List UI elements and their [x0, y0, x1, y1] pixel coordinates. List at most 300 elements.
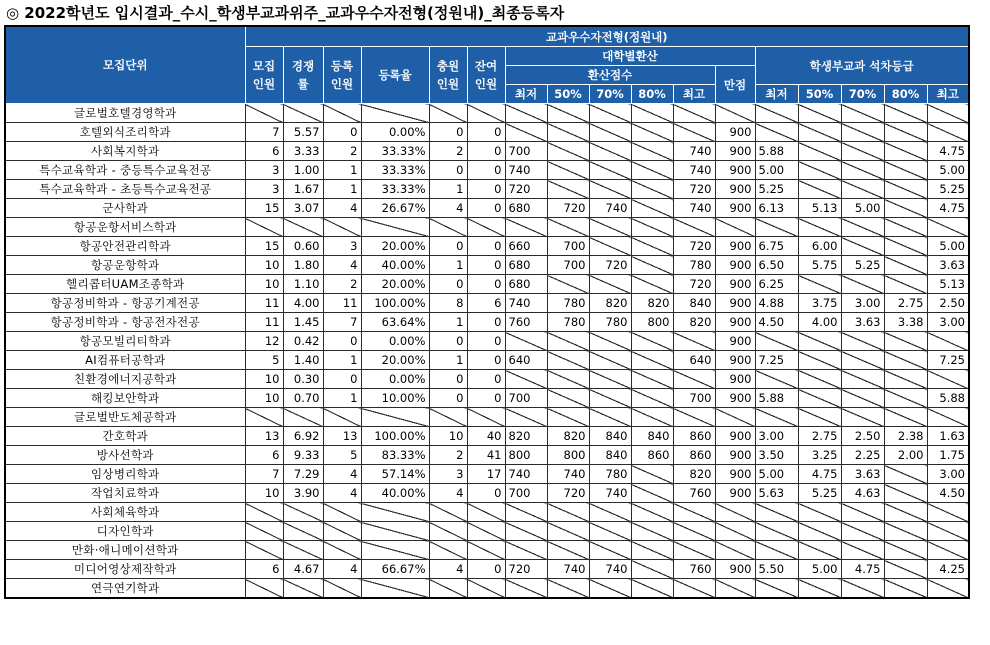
value-cell — [589, 332, 631, 351]
value-cell: 740 — [589, 199, 631, 218]
value-cell: 640 — [505, 351, 547, 370]
empty-cell — [673, 541, 715, 560]
value-cell: 760 — [673, 484, 715, 503]
value-cell: 700 — [547, 256, 589, 275]
value-cell: 4.50 — [927, 484, 969, 503]
value-cell — [798, 161, 841, 180]
value-cell — [841, 389, 884, 408]
value-cell — [755, 123, 798, 142]
table-row — [5, 180, 969, 199]
empty-cell — [361, 104, 429, 123]
empty-cell — [547, 218, 589, 237]
value-cell: 0.70 — [283, 389, 323, 408]
value-cell: 760 — [505, 313, 547, 332]
empty-cell — [755, 408, 798, 427]
empty-cell — [505, 218, 547, 237]
value-cell: 1 — [429, 313, 467, 332]
value-cell — [589, 275, 631, 294]
value-cell: 6 — [467, 294, 505, 313]
value-cell — [505, 370, 547, 389]
value-cell: 1.75 — [927, 446, 969, 465]
value-cell — [841, 142, 884, 161]
value-cell: 660 — [505, 237, 547, 256]
empty-cell — [884, 218, 927, 237]
value-cell: 700 — [505, 142, 547, 161]
value-cell — [673, 370, 715, 389]
value-cell: 5.57 — [283, 123, 323, 142]
table-row — [5, 465, 969, 484]
unit-name-cell: 항공안전관리학과 — [5, 237, 245, 256]
value-cell — [884, 389, 927, 408]
empty-cell — [323, 579, 361, 599]
value-cell: 860 — [673, 446, 715, 465]
value-cell: 6.25 — [755, 275, 798, 294]
value-cell — [589, 142, 631, 161]
value-cell: 780 — [547, 313, 589, 332]
value-cell: 0 — [467, 484, 505, 503]
empty-cell — [361, 541, 429, 560]
value-cell: 57.14% — [361, 465, 429, 484]
empty-cell — [841, 541, 884, 560]
value-cell: 740 — [547, 465, 589, 484]
value-cell: 740 — [673, 161, 715, 180]
empty-cell — [715, 408, 755, 427]
value-cell: 5 — [323, 446, 361, 465]
value-cell: 900 — [715, 560, 755, 579]
empty-cell — [245, 579, 283, 599]
value-cell: 3 — [245, 161, 283, 180]
value-cell: 11 — [323, 294, 361, 313]
empty-cell — [589, 218, 631, 237]
value-cell: 26.67% — [361, 199, 429, 218]
header-remaining: 잔여 인원 — [467, 47, 505, 104]
empty-cell — [927, 541, 969, 560]
value-cell: 780 — [673, 256, 715, 275]
empty-cell — [283, 104, 323, 123]
value-cell: 3.00 — [755, 427, 798, 446]
unit-name-cell: 항공운항학과 — [5, 256, 245, 275]
value-cell — [798, 123, 841, 142]
value-cell: 100.00% — [361, 427, 429, 446]
empty-cell — [505, 408, 547, 427]
value-cell: 2 — [429, 142, 467, 161]
value-cell: 4.00 — [798, 313, 841, 332]
table-row — [5, 142, 969, 161]
value-cell: 6 — [245, 142, 283, 161]
unit-name-cell: 헬리콥터UAM조종학과 — [5, 275, 245, 294]
empty-cell — [673, 503, 715, 522]
value-cell: 4.00 — [283, 294, 323, 313]
value-cell: 3.07 — [283, 199, 323, 218]
value-cell — [884, 123, 927, 142]
value-cell: 6 — [245, 446, 283, 465]
header-converted-score: 환산점수 — [505, 66, 715, 85]
table-row — [5, 256, 969, 275]
value-cell: 0 — [467, 313, 505, 332]
value-cell: 680 — [505, 275, 547, 294]
value-cell: 7 — [245, 123, 283, 142]
header-group: 교과우수자전형(정원내) — [245, 26, 969, 47]
value-cell — [547, 389, 589, 408]
value-cell: 3.63 — [927, 256, 969, 275]
value-cell: 66.67% — [361, 560, 429, 579]
value-cell: 720 — [505, 180, 547, 199]
value-cell: 0 — [429, 161, 467, 180]
empty-cell — [927, 579, 969, 599]
empty-cell — [798, 104, 841, 123]
value-cell — [884, 199, 927, 218]
empty-cell — [755, 522, 798, 541]
empty-cell — [283, 541, 323, 560]
unit-name-cell: 글로벌반도체공학과 — [5, 408, 245, 427]
value-cell — [631, 275, 673, 294]
header-unit: 모집단위 — [5, 26, 245, 104]
value-cell: 10 — [245, 389, 283, 408]
empty-cell — [841, 522, 884, 541]
value-cell: 0.00% — [361, 370, 429, 389]
empty-cell — [927, 503, 969, 522]
value-cell: 2.25 — [841, 446, 884, 465]
value-cell: 5.25 — [798, 484, 841, 503]
value-cell: 1 — [323, 389, 361, 408]
value-cell — [631, 199, 673, 218]
value-cell — [884, 237, 927, 256]
value-cell: 4.63 — [841, 484, 884, 503]
value-cell: 4.67 — [283, 560, 323, 579]
value-cell: 10 — [245, 484, 283, 503]
table-body — [5, 104, 969, 599]
value-cell: 3.63 — [841, 465, 884, 484]
value-cell: 840 — [673, 294, 715, 313]
value-cell: 740 — [505, 161, 547, 180]
value-cell — [547, 123, 589, 142]
empty-cell — [323, 541, 361, 560]
value-cell: 0 — [467, 123, 505, 142]
value-cell: 33.33% — [361, 161, 429, 180]
empty-cell — [884, 522, 927, 541]
unit-name-cell: 디자인학과 — [5, 522, 245, 541]
value-cell — [884, 484, 927, 503]
empty-cell — [841, 104, 884, 123]
header-score-80: 80% — [631, 85, 673, 104]
value-cell — [631, 370, 673, 389]
value-cell: 17 — [467, 465, 505, 484]
empty-cell — [884, 408, 927, 427]
value-cell: 15 — [245, 237, 283, 256]
value-cell: 4.25 — [927, 560, 969, 579]
value-cell: 4.50 — [755, 313, 798, 332]
value-cell: 0 — [467, 256, 505, 275]
empty-cell — [245, 503, 283, 522]
value-cell — [547, 180, 589, 199]
table-row — [5, 503, 969, 522]
value-cell: 2.50 — [841, 427, 884, 446]
value-cell — [798, 275, 841, 294]
value-cell: 2 — [429, 446, 467, 465]
value-cell — [631, 161, 673, 180]
empty-cell — [547, 503, 589, 522]
value-cell: 5.00 — [841, 199, 884, 218]
value-cell: 0 — [467, 237, 505, 256]
value-cell — [798, 332, 841, 351]
value-cell: 0 — [429, 332, 467, 351]
empty-cell — [505, 579, 547, 599]
value-cell — [547, 370, 589, 389]
table-row — [5, 427, 969, 446]
empty-cell — [505, 503, 547, 522]
empty-cell — [323, 522, 361, 541]
empty-cell — [467, 541, 505, 560]
value-cell: 900 — [715, 427, 755, 446]
value-cell: 63.64% — [361, 313, 429, 332]
unit-name-cell: 글로벌호텔경영학과 — [5, 104, 245, 123]
empty-cell — [631, 541, 673, 560]
value-cell: 3.00 — [927, 313, 969, 332]
header-grade-max: 최고 — [927, 85, 969, 104]
value-cell: 5.25 — [755, 180, 798, 199]
page-title: ◎ 2022학년도 입시결과_수시_학생부교과위주_교과우수자전형(정원내)_최종등록자 — [6, 4, 565, 22]
unit-name-cell: 연극연기학과 — [5, 579, 245, 599]
empty-cell — [841, 503, 884, 522]
value-cell: 740 — [547, 560, 589, 579]
empty-cell — [361, 579, 429, 599]
empty-cell — [589, 522, 631, 541]
value-cell — [884, 465, 927, 484]
value-cell: 0 — [323, 332, 361, 351]
empty-cell — [841, 408, 884, 427]
value-cell: 2.75 — [884, 294, 927, 313]
empty-cell — [429, 522, 467, 541]
value-cell — [631, 560, 673, 579]
value-cell: 900 — [715, 275, 755, 294]
value-cell: 740 — [589, 484, 631, 503]
value-cell: 720 — [589, 256, 631, 275]
value-cell: 900 — [715, 351, 755, 370]
value-cell: 5.00 — [755, 161, 798, 180]
empty-cell — [673, 579, 715, 599]
empty-cell — [547, 579, 589, 599]
value-cell — [884, 560, 927, 579]
empty-cell — [323, 408, 361, 427]
table-row — [5, 237, 969, 256]
value-cell: 820 — [673, 465, 715, 484]
value-cell: 740 — [589, 560, 631, 579]
value-cell — [673, 332, 715, 351]
value-cell: 820 — [631, 294, 673, 313]
unit-name-cell: 특수교육학과 - 초등특수교육전공 — [5, 180, 245, 199]
value-cell: 820 — [673, 313, 715, 332]
value-cell: 3.00 — [927, 465, 969, 484]
value-cell: 5.88 — [755, 142, 798, 161]
value-cell: 740 — [505, 294, 547, 313]
table-row — [5, 104, 969, 123]
value-cell: 0 — [429, 275, 467, 294]
value-cell: 2.38 — [884, 427, 927, 446]
empty-cell — [547, 541, 589, 560]
unit-name-cell: 항공운항서비스학과 — [5, 218, 245, 237]
unit-name-cell: 사회복지학과 — [5, 142, 245, 161]
value-cell: 5.00 — [927, 237, 969, 256]
table-row — [5, 218, 969, 237]
empty-cell — [361, 218, 429, 237]
value-cell — [798, 142, 841, 161]
value-cell: 3.63 — [841, 313, 884, 332]
value-cell — [884, 370, 927, 389]
value-cell — [927, 370, 969, 389]
empty-cell — [547, 522, 589, 541]
value-cell: 760 — [673, 560, 715, 579]
value-cell: 860 — [631, 446, 673, 465]
value-cell: 1 — [429, 180, 467, 199]
value-cell — [884, 161, 927, 180]
header-additional: 충원 인원 — [429, 47, 467, 104]
value-cell: 10 — [245, 256, 283, 275]
value-cell: 1.67 — [283, 180, 323, 199]
empty-cell — [798, 503, 841, 522]
value-cell: 740 — [673, 142, 715, 161]
value-cell: 4 — [323, 465, 361, 484]
table-row — [5, 161, 969, 180]
value-cell: 900 — [715, 465, 755, 484]
value-cell: 900 — [715, 332, 755, 351]
value-cell: 1 — [323, 180, 361, 199]
value-cell: 3.38 — [884, 313, 927, 332]
empty-cell — [673, 218, 715, 237]
value-cell — [884, 332, 927, 351]
value-cell — [631, 142, 673, 161]
empty-cell — [755, 218, 798, 237]
value-cell: 800 — [547, 446, 589, 465]
value-cell: 5.63 — [755, 484, 798, 503]
value-cell — [673, 123, 715, 142]
value-cell: 4 — [323, 199, 361, 218]
value-cell: 900 — [715, 313, 755, 332]
value-cell: 5.75 — [798, 256, 841, 275]
empty-cell — [589, 408, 631, 427]
unit-name-cell: 호텔외식조리학과 — [5, 123, 245, 142]
value-cell: 860 — [673, 427, 715, 446]
value-cell: 3.75 — [798, 294, 841, 313]
empty-cell — [467, 104, 505, 123]
value-cell: 41 — [467, 446, 505, 465]
table-row — [5, 560, 969, 579]
value-cell — [631, 389, 673, 408]
table-row — [5, 541, 969, 560]
empty-cell — [589, 541, 631, 560]
value-cell — [589, 180, 631, 199]
value-cell: 720 — [505, 560, 547, 579]
table-header — [5, 26, 969, 104]
value-cell: 10 — [245, 275, 283, 294]
value-cell: 5.88 — [755, 389, 798, 408]
value-cell — [505, 123, 547, 142]
value-cell: 0 — [467, 370, 505, 389]
value-cell: 3 — [323, 237, 361, 256]
table-row — [5, 370, 969, 389]
value-cell: 900 — [715, 199, 755, 218]
value-cell — [884, 351, 927, 370]
value-cell: 10 — [245, 370, 283, 389]
value-cell: 6.13 — [755, 199, 798, 218]
value-cell: 1 — [323, 161, 361, 180]
value-cell — [755, 370, 798, 389]
value-cell — [589, 123, 631, 142]
value-cell — [798, 370, 841, 389]
empty-cell — [429, 579, 467, 599]
empty-cell — [927, 218, 969, 237]
value-cell: 4.75 — [927, 199, 969, 218]
empty-cell — [245, 522, 283, 541]
value-cell: 1.00 — [283, 161, 323, 180]
value-cell — [547, 275, 589, 294]
value-cell: 720 — [547, 199, 589, 218]
empty-cell — [323, 503, 361, 522]
value-cell: 0 — [429, 123, 467, 142]
value-cell: 7.25 — [755, 351, 798, 370]
header-grade-min: 최저 — [755, 85, 798, 104]
empty-cell — [798, 541, 841, 560]
table-row — [5, 408, 969, 427]
empty-cell — [505, 541, 547, 560]
value-cell: 1 — [429, 351, 467, 370]
value-cell: 12 — [245, 332, 283, 351]
value-cell: 680 — [505, 199, 547, 218]
value-cell: 820 — [589, 294, 631, 313]
unit-name-cell: 미디어영상제작학과 — [5, 560, 245, 579]
value-cell: 740 — [505, 465, 547, 484]
unit-name-cell: 항공정비학과 - 항공전자전공 — [5, 313, 245, 332]
empty-cell — [755, 104, 798, 123]
table-row — [5, 199, 969, 218]
value-cell: 740 — [673, 199, 715, 218]
value-cell — [589, 389, 631, 408]
value-cell: 780 — [589, 465, 631, 484]
unit-name-cell: 항공정비학과 - 항공기계전공 — [5, 294, 245, 313]
value-cell — [631, 332, 673, 351]
unit-name-cell: AI컴퓨터공학과 — [5, 351, 245, 370]
value-cell — [884, 275, 927, 294]
empty-cell — [245, 408, 283, 427]
value-cell: 7.29 — [283, 465, 323, 484]
value-cell: 840 — [589, 446, 631, 465]
value-cell: 5 — [245, 351, 283, 370]
value-cell: 2.50 — [927, 294, 969, 313]
value-cell: 0 — [323, 370, 361, 389]
value-cell — [841, 237, 884, 256]
empty-cell — [715, 218, 755, 237]
empty-cell — [884, 579, 927, 599]
value-cell: 1.63 — [927, 427, 969, 446]
empty-cell — [467, 579, 505, 599]
empty-cell — [323, 218, 361, 237]
empty-cell — [283, 408, 323, 427]
value-cell — [884, 180, 927, 199]
value-cell — [589, 161, 631, 180]
empty-cell — [505, 104, 547, 123]
value-cell: 3.33 — [283, 142, 323, 161]
value-cell: 680 — [505, 256, 547, 275]
value-cell — [841, 332, 884, 351]
empty-cell — [631, 104, 673, 123]
header-univ-conversion: 대학별환산 — [505, 47, 755, 66]
value-cell: 720 — [673, 237, 715, 256]
value-cell: 900 — [715, 294, 755, 313]
value-cell: 1 — [323, 351, 361, 370]
results-table — [4, 25, 970, 599]
value-cell — [841, 275, 884, 294]
value-cell: 900 — [715, 256, 755, 275]
value-cell: 0.00% — [361, 123, 429, 142]
